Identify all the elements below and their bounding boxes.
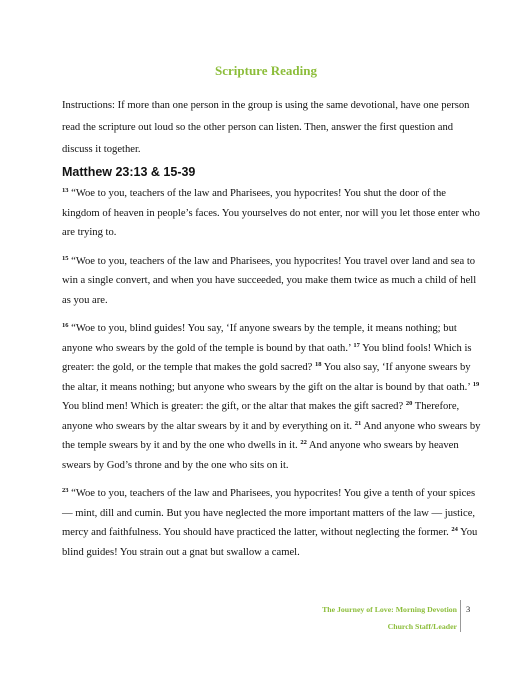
verse-number: 20: [405, 400, 413, 407]
verse-text: Therefore, anyone who swears by the altar swears by it and by everything on it.: [62, 401, 460, 432]
footer-devotion-title: The Journey of Love: Morning Devotion: [322, 605, 457, 614]
verse-paragraph: [62, 484, 482, 562]
verse-number: 23: [62, 487, 69, 494]
footer-divider: [460, 600, 461, 632]
verse-number: 24: [451, 526, 458, 533]
verse-text: And anyone who swears by heaven swears by God’s throne and by the one who sits on it.: [62, 440, 459, 471]
footer-audience: Church Staff/Leader: [387, 622, 457, 631]
passage-heading: Matthew 23:13 & 15-39: [62, 165, 196, 179]
verse-text: You also say, ‘If anyone swears by the altar, it means nothing; but anyone who swears by the gift on the altar is bound by that oath.’: [62, 362, 473, 393]
verse-text: And anyone who swears by the temple swears by it and by the one who dwells in it.: [62, 420, 481, 451]
verse-number: 13: [62, 187, 69, 194]
scripture-passage: [62, 184, 482, 571]
page-title: Scripture Reading: [215, 63, 317, 78]
verse-number: 17: [353, 341, 360, 349]
verse-text: “Woe to you, teachers of the law and Pharisees, you hypocrites! You travel over land and sea to win a single convert, and when you have succeeded, you make them twice as much a child of hell as you are.: [62, 255, 477, 306]
verse-number: 16: [62, 322, 69, 329]
verse-text: “Woe to you, blind guides! You say, ‘If anyone swears by the temple, it means nothing; but anyone who swears by the gold of the temple is bound by that oath.’: [62, 323, 457, 354]
verse-text: You blind men! Which is greater: the gift, or the altar that makes the gift sacred?: [62, 401, 406, 412]
verse-paragraph: [62, 319, 482, 475]
instructions-paragraph: Instructions: If more than one person in the group is using the same devotional, have one person read the scripture out loud so the other person can listen. Then, answer the first question and discuss it together.: [62, 100, 470, 155]
page-footer: [322, 601, 457, 635]
verse-paragraph: [62, 252, 482, 311]
verse-number: 22: [300, 439, 307, 446]
verse-text: You blind guides! You strain out a gnat but swallow a camel.: [62, 527, 478, 558]
verse-number: 15: [62, 254, 69, 262]
verse-text: You blind fools! Which is greater: the gold, or the temple that makes the gold sacred?: [62, 342, 472, 373]
verse-text: “Woe to you, teachers of the law and Pharisees, you hypocrites! You give a tenth of your spices — mint, dill and cumin. But you have neglected the more important matters of the law — justice, mercy and faithfulness. You should have practiced the latter, without neglecting the former.: [62, 488, 476, 538]
verse-number: 19: [472, 380, 480, 388]
verse-number: 18: [314, 361, 322, 368]
verse-number: 21: [354, 419, 362, 427]
verse-paragraph: [62, 184, 482, 243]
verse-text: “Woe to you, teachers of the law and Pharisees, you hypocrites! You shut the door of the kingdom of heaven in people’s faces. You yourselves do not enter, nor will you let those enter who are trying to.: [62, 188, 480, 238]
page-number: 3: [466, 604, 471, 614]
